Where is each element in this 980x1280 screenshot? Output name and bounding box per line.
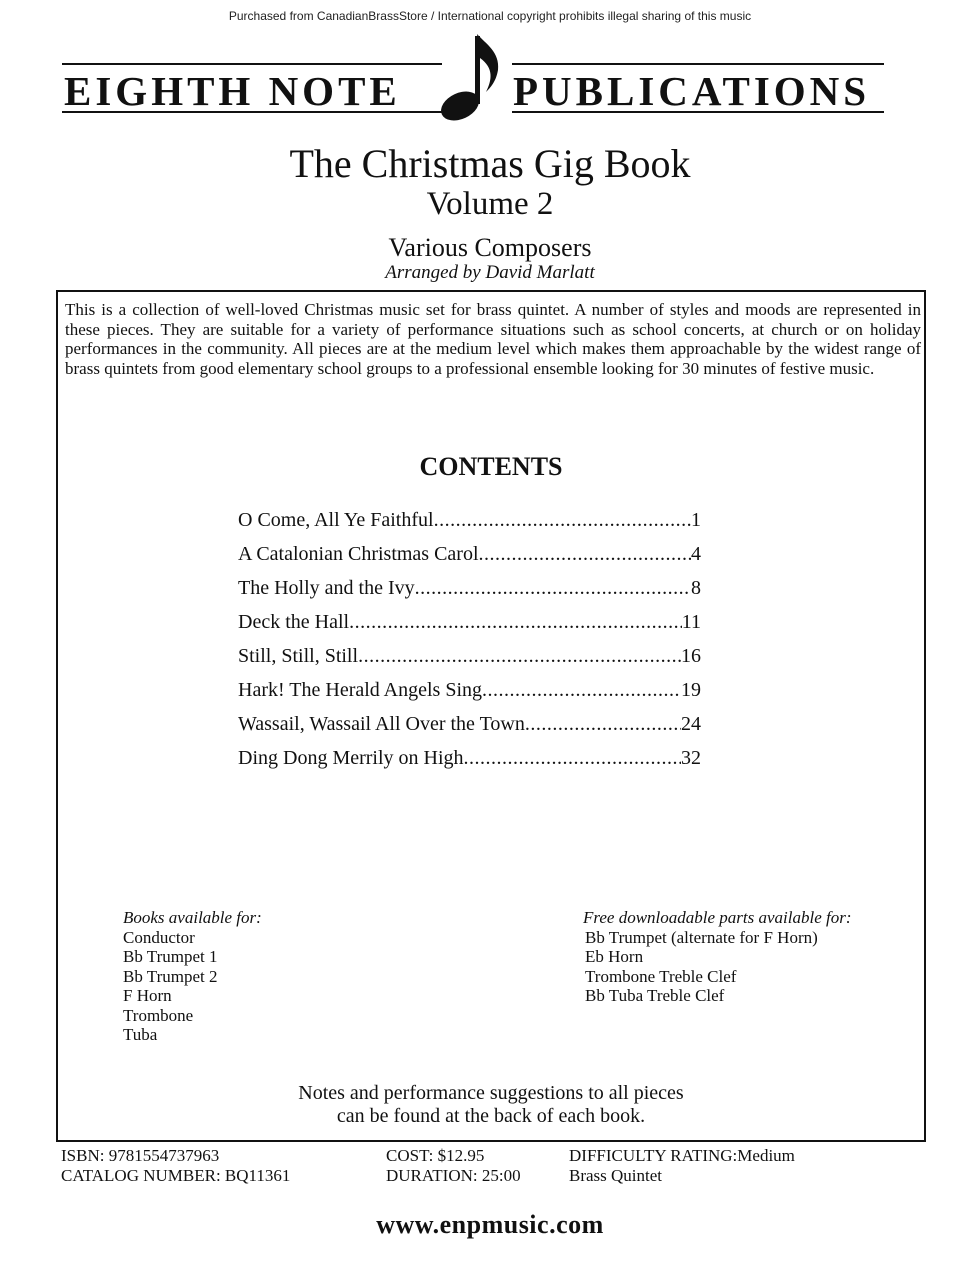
cost: COST: $12.95	[386, 1146, 485, 1165]
part-item: Bb Tuba Treble Clef	[585, 986, 725, 1005]
book-item: Bb Trumpet 2	[123, 966, 218, 986]
toc-page: 8	[691, 577, 701, 599]
toc-title: Deck the Hall	[238, 611, 350, 633]
books-available-list	[123, 908, 262, 1045]
logo-right-word: PUBLICATIONS	[513, 68, 871, 114]
content-box	[56, 290, 926, 1142]
book-item: Tuba	[123, 1025, 158, 1044]
toc-title: Ding Dong Merrily on High	[238, 747, 464, 769]
part-item: Eb Horn	[585, 947, 644, 966]
logo-rule	[62, 63, 442, 65]
toc-title: Hark! The Herald Angels Sing	[238, 679, 483, 701]
description-paragraph: This is a collection of well-loved Christmas music set for brass quintet. A number of styles and moods are represented in these pieces. They are suitable for a variety of performance situations such as school concerts, at church or on holiday performances in the community. All pieces are at the medium level which makes them approachable by the widest range of brass quintets from good elementary school groups to a professional ensemble looking for 30 minutes of festive music.	[65, 300, 921, 378]
catalog-number: CATALOG NUMBER: BQ11361	[61, 1165, 291, 1185]
footer-cost	[386, 1146, 521, 1185]
parts-heading: Free downloadable parts available for:	[583, 908, 852, 927]
isbn: ISBN: 9781554737963	[61, 1146, 220, 1165]
toc-page: 16	[681, 645, 701, 667]
toc-leader	[349, 611, 682, 634]
book-item: Conductor	[123, 927, 195, 947]
toc-page: 4	[691, 543, 701, 565]
toc-leader	[479, 543, 691, 566]
toc-leader	[482, 679, 681, 702]
toc-leader	[434, 509, 691, 532]
book-item: Trombone	[123, 1005, 194, 1025]
toc-page: 19	[681, 679, 701, 701]
toc-title: Still, Still, Still	[238, 645, 359, 667]
toc-page: 32	[681, 747, 701, 769]
duration: DURATION: 25:00	[386, 1165, 521, 1185]
book-item: F Horn	[123, 986, 172, 1005]
table-of-contents	[238, 509, 701, 781]
contents-heading: CONTENTS	[419, 452, 563, 481]
eighth-note-icon	[436, 30, 506, 122]
toc-entry	[238, 679, 701, 713]
downloadable-parts-list	[583, 908, 852, 1006]
note-line: can be found at the back of each book.	[336, 1105, 646, 1127]
logo-left-word: EIGHTH NOTE	[64, 68, 401, 114]
composer-line: Various Composers	[388, 233, 592, 262]
toc-title: A Catalonian Christmas Carol	[238, 543, 479, 565]
toc-entry	[238, 543, 701, 577]
performance-note	[58, 1082, 924, 1128]
note-line: Notes and performance suggestions to all pieces	[298, 1082, 684, 1104]
footer-ids	[61, 1146, 290, 1185]
toc-page: 11	[681, 611, 701, 633]
book-title: The Christmas Gig Book	[289, 141, 691, 186]
toc-entry	[238, 577, 701, 611]
toc-entry	[238, 713, 701, 747]
difficulty-rating: DIFFICULTY RATING:Medium	[569, 1146, 795, 1165]
toc-entry	[238, 747, 701, 781]
toc-leader	[464, 747, 681, 770]
part-item: Trombone Treble Clef	[585, 966, 737, 986]
toc-title: O Come, All Ye Faithful	[238, 509, 434, 531]
toc-entry	[238, 645, 701, 679]
toc-leader	[358, 645, 681, 668]
logo-rule	[512, 63, 884, 65]
purchase-banner: Purchased from CanadianBrassStore / International copyright prohibits illegal sharing of this music	[228, 9, 752, 23]
toc-page: 1	[691, 509, 701, 531]
toc-entry	[238, 509, 701, 543]
toc-leader	[415, 577, 691, 600]
publisher-website-link[interactable]: www.enpmusic.com	[376, 1210, 604, 1239]
book-volume: Volume 2	[426, 186, 554, 222]
toc-title: The Holly and the Ivy	[238, 577, 415, 599]
toc-page: 24	[681, 713, 701, 735]
part-item: Bb Trumpet (alternate for F Horn)	[585, 927, 818, 947]
book-item: Bb Trumpet 1	[123, 947, 218, 966]
arranger-line: Arranged by David Marlatt	[385, 262, 595, 283]
publisher-logo	[62, 30, 884, 122]
toc-entry	[238, 611, 701, 645]
ensemble-type: Brass Quintet	[569, 1165, 663, 1185]
footer-difficulty	[569, 1146, 795, 1185]
books-heading: Books available for:	[123, 908, 262, 927]
toc-leader	[525, 713, 681, 736]
toc-title: Wassail, Wassail All Over the Town	[238, 713, 525, 735]
